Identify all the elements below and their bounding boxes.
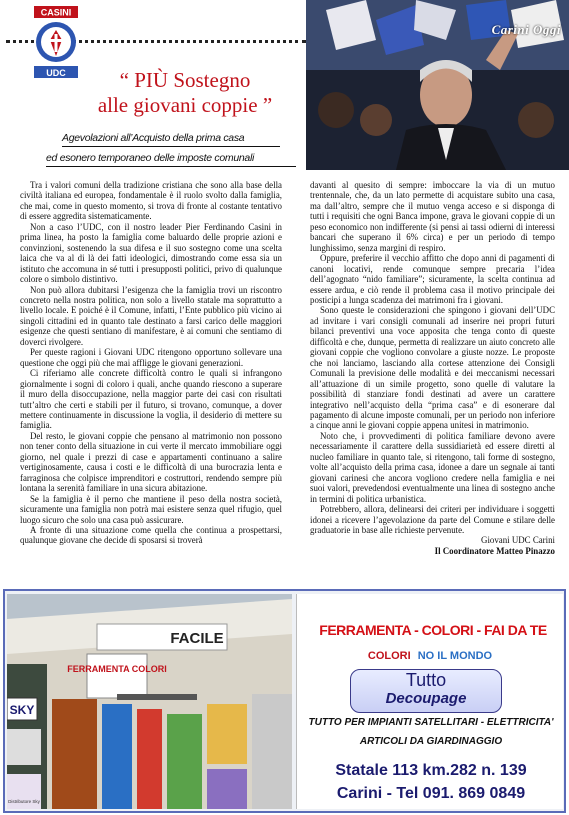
paragraph: Se la famiglia è il perno che mantiene il peso della nostra società, sicuramente una famiglia non potrà mai esistere senza quel rifugio, quel luogo sicuro che solo una casa può assicurare. <box>20 493 282 525</box>
mondo-words: NO IL MONDO <box>417 650 493 662</box>
article-column-2 <box>310 180 555 556</box>
logo-casini-text: CASINI <box>40 7 72 18</box>
paragraph: davanti al quesito di sempre: imboccare la via di un mutuo trentennale, che, da un lato permette di acquistare subito una casa, ma dall’altro, sempre che il mutuo venga acceso e si disponga di tutti i requisiti che ogni Banca impone, grava le giovani coppie di un peso economico non indifferente (si pensi ai tassi odierni di interessi bancari che superano il 6% circa) e per un periodo di tempo lunghissimo, senza margini di respiro. <box>310 180 555 253</box>
paragraph: Potrebbero, allora, delinearsi dei criteri per individuare i soggetti idonei a ricevere l’agevolazione da parte del Comune e stilare delle graduatorie in base alle richieste pervenute. <box>310 504 555 535</box>
paragraph: Ci riferiamo alle concrete difficoltà contro le quali si infrangono giornalmente i sogni di coloro i quali, anche quando riescono a superare il muro della disoccupazione, nella maggior parte dei casi con risultati tutt’altro che certi e stabili per il futuro, si trovano, comunque, a dover mettere continuamente in discussione la voglia, il desiderio di mettere su famiglia. <box>20 368 282 431</box>
sky-badge-text: Distributore Sky <box>8 799 40 804</box>
paragraph: Oppure, preferire il vecchio affitto che dopo anni di pagamenti di canoni locativi, rende comunque sempre precaria l’idea dell’agognato “nido familiare”; sicuramente, la scelta continua ad essere ardua, e ciò rende il problema casa il motivo principale dei posticipi a lunga scadenza dei matrimoni fra i giovani. <box>310 253 555 305</box>
paragraph: Tra i valori comuni della tradizione cristiana che sono alla base della civiltà italiana ed europea, fondamentale è il ruolo svolto dalla famiglia, che mai, come in questo momento, si trova di fronte al costante tentativo di essere aggredita sistematicamente. <box>20 180 282 222</box>
ad-phone: Carini - Tel 091. 869 0849 <box>336 785 526 802</box>
subheadline-line-2: ed esonero temporaneo delle imposte comunali <box>46 152 255 164</box>
paragraph: Sono queste le considerazioni che spingono i giovani dell’UDC ad invitare i vari consigli comunali ad inserire nei propri futuri bilanci preventivi una voce apposita che tenga conto di queste difficoltà e che, dunque, permetta di realizzare un aiuto concreto alle giovani coppie che vogliono convolare a giuste nozze. Le proposte che noi lanciamo, lasciando alla cortese attenzione dei Consigli Comunali la previsione delle modalità e dei meccanismi necessari all’attuazione di un simile progetto, sono quelle di valutare la possibilità di stanziare fondi destinati ad avere un carattere integrativo nell’acquisto della “prima casa” e di esonerare dal pagamento di alcune imposte comunali, per un periodo non inferiore a cinque anni le giovani coppie appena unitesi in matrimonio. <box>310 305 555 431</box>
headline-line-1: “ PIÙ Sostegno <box>119 68 251 92</box>
paragraph: Non può allora dubitarsi l’esigenza che la famiglia trovi un riscontro concreto nella nostra politica, non solo a livello statale ma soprattutto a livello locale. E poiché è il Comune, infatti, l’Ente pubblico più vicino ai singoli cittadini ed in quanto tale destinato a farsi carico delle maggiori esigenze che questi sentiano di manifestare, è ai comuni che sentiamo di doverci rivolgere. <box>20 284 282 347</box>
paragraph: A fronte di una situazione come quella che continua a prospettarsi, qualunque giovane che decide di sposarsi si troverà <box>20 524 282 546</box>
storefront-illustration <box>7 594 292 809</box>
headline-line-2: alle giovani coppie ” <box>97 93 273 117</box>
decoupage-text: Decoupage <box>385 690 467 707</box>
ad-title: FERRAMENTA - COLORI - FAI DA TE <box>319 622 547 638</box>
subheadline-underline <box>46 166 296 167</box>
ad-colori-slogan <box>300 650 560 662</box>
logo-udc-text: UDC <box>46 68 66 78</box>
sky-label: SKY <box>9 703 35 717</box>
colori-word: COLORI <box>367 650 411 662</box>
ad-giardinaggio-line: ARTICOLI DA GIARDINAGGIO <box>359 736 503 747</box>
ad-impianti-line: TUTTO PER IMPIANTI SATELLITARI - ELETTRICITA' <box>308 717 554 728</box>
subheadline-line-1: Agevolazioni all’Acquisto della prima casa <box>62 132 245 144</box>
paragraph: Non a caso l’UDC, con il nostro leader Pier Ferdinando Casini in prima linea, ha posto la famiglia come baluardo delle proprie azioni e convinzioni, sostenendo la sua difesa e il suo sostegno come una scelta laica che va al di là dei fatti ideologici, dimostrando come essa sia un istituto che accomuna in sé tutti i presupposti politici, privo di qualunque colore o simbolo distintivo. <box>20 221 282 285</box>
paragraph: Del resto, le giovani coppie che pensano al matrimonio non possono non tener conto della situazione in cui verte il mercato immobiliare oggi giorno, nel quale i prezzi di case e appartamenti continuano a salire vertiginosamente, causa i costi e le difficoltà di una burocrazia lenta e farraginosa che colpisce imprenditori e costruttori, rendendo sempre più lontana la serenità familiare in una sicura abitazione. <box>20 430 282 494</box>
store-sign-facile: FACILE <box>170 630 224 647</box>
masthead-title: Carini Oggi <box>491 22 561 37</box>
subheadline-underline <box>62 146 280 147</box>
article-column-1 <box>20 180 282 546</box>
tutto-text: Tutto <box>405 670 447 690</box>
paragraph: Per queste ragioni i Giovani UDC ritengono opportuno sollevare una questione che oggi più che mai affligge le giovani generazioni. <box>20 347 282 368</box>
store-sign-ferramenta: FERRAMENTA COLORI <box>67 664 167 674</box>
tutto-decoupage-badge <box>350 669 502 713</box>
signature-group: Giovani UDC Carini <box>481 535 555 546</box>
article-headline <box>70 68 300 118</box>
advertisement-store-photo <box>7 594 292 809</box>
signature-coordinator: Il Coordinatore Matteo Pinazzo <box>434 545 555 556</box>
ad-address: Statale 113 km.282 n. 139 <box>335 762 527 779</box>
paragraph: Noto che, i provvedimenti di politica familiare devono avere necessariamente il carattere della sussidiarietà ed essere diretti al nucleo familiare in quanto tale, si ritengono, tali forme di sostegno, volte all’acquisto della prima casa, idonee a dare un segnale ai tanti giovani carinesi che ancora vogliono credere nella famiglia e nei suoi valori, prevedendosi eventualmente una linea di sostegno anche in termini di politica urbanistica. <box>310 430 555 504</box>
